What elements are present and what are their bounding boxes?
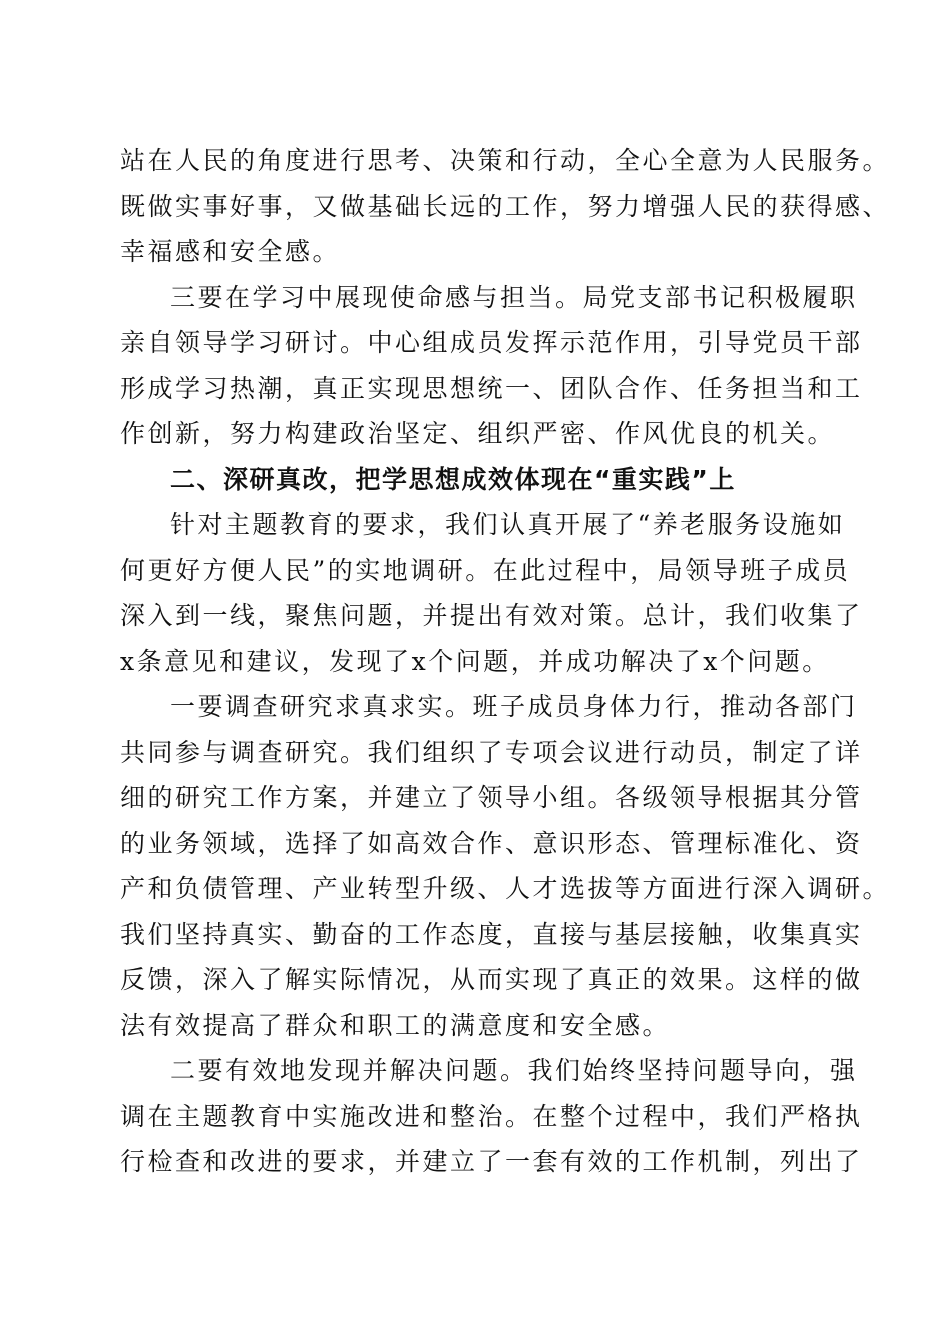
text-line: 产和负债管理、产业转型升级、人才选拔等方面进行深入调研。 — [120, 874, 891, 903]
text-line: 共同参与调查研究。我们组织了专项会议进行动员，制定了详 — [120, 737, 863, 767]
text-line: 的业务领域，选择了如高效合作、意识形态、管理标准化、资 — [120, 828, 863, 858]
text-line: 何更好方便人民”的实地调研。在此过程中，局领导班子成员 — [120, 555, 851, 585]
paragraph-first-line: 一要调查研究求真求实。班子成员身体力行，推动各部门 — [170, 692, 858, 721]
text-line: 作创新，努力构建政治坚定、组织严密、作风优良的机关。 — [120, 419, 836, 448]
text-line: 既做实事好事，又做基础长远的工作，努力增强人民的获得感、 — [120, 191, 891, 221]
text-line: 形成学习热潮，真正实现思想统一、团队合作、任务担当和工 — [120, 373, 863, 403]
text-line: 行检查和改进的要求，并建立了一套有效的工作机制，列出了 — [120, 1147, 863, 1176]
paragraph-first-line: 针对主题教育的要求，我们认真开展了“养老服务设施如 — [170, 510, 846, 539]
text-line: x条意见和建议，发现了x个问题，并成功解决了x个问题。 — [120, 646, 830, 676]
text-line: 调在主题教育中实施改进和整治。在整个过程中，我们严格执 — [120, 1101, 863, 1131]
text-line: 深入到一线，聚焦问题，并提出有效对策。总计，我们收集了 — [120, 601, 863, 630]
text-line: 幸福感和安全感。 — [120, 237, 341, 266]
text-line: 站在人民的角度进行思考、决策和行动，全心全意为人民服务。 — [120, 146, 891, 175]
text-line: 我们坚持真实、勤奋的工作态度，直接与基层接触，收集真实 — [120, 919, 863, 949]
text-line: 亲自领导学习研讨。中心组成员发挥示范作用，引导党员干部 — [120, 328, 863, 357]
text-line: 法有效提高了群众和职工的满意度和安全感。 — [120, 1010, 671, 1040]
document-body — [120, 138, 891, 1185]
section-heading: 二、深研真改，把学思想成效体现在“重实践”上 — [170, 464, 736, 494]
text-line: 细的研究工作方案，并建立了领导小组。各级领导根据其分管 — [120, 783, 863, 812]
paragraph-first-line: 二要有效地发现并解决问题。我们始终坚持问题导向，强 — [170, 1056, 858, 1085]
paragraph-first-line: 三要在学习中展现使命感与担当。局党支部书记积极履职 — [170, 282, 858, 312]
text-line: 反馈，深入了解实际情况，从而实现了真正的效果。这样的做 — [120, 965, 863, 994]
